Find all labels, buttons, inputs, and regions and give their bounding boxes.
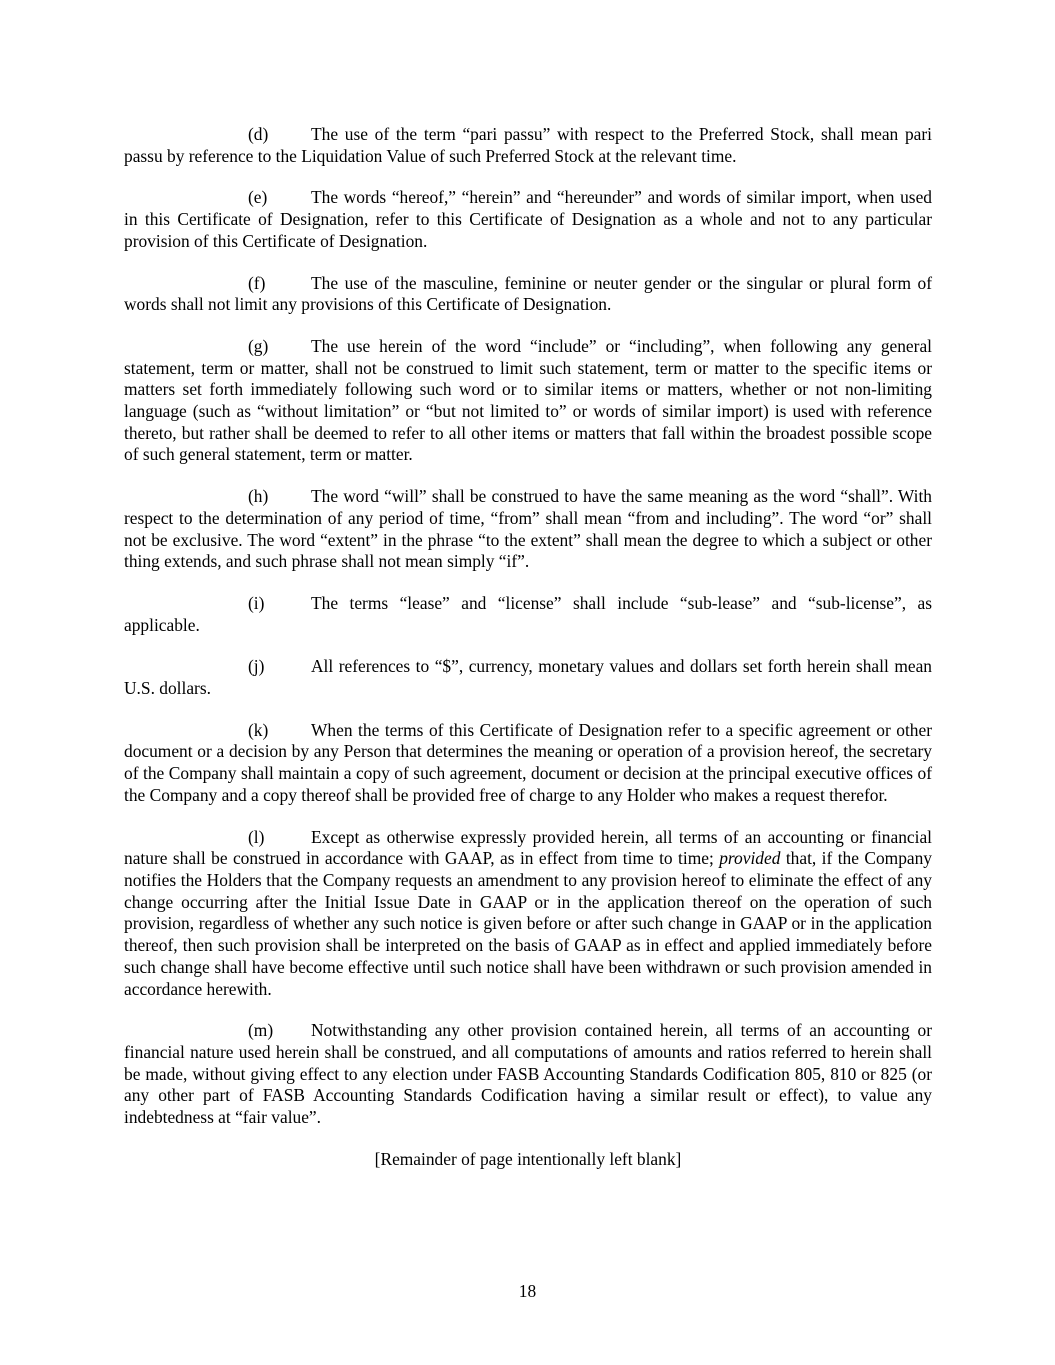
paragraph-text-before: Except as otherwise expressly provided herein, all terms of an accounting or financial nature shall be construed in accordance with GAAP, as in effect from time to time; [124,826,932,869]
paragraph-label: (e) [248,187,268,208]
paragraph-f [124,273,932,316]
paragraph-text: All references to “$”, currency, monetary values and dollars set forth herein shall mean U.S. dollars. [124,656,932,699]
paragraph-l [124,827,932,1001]
paragraph-text: The words “hereof,” “herein” and “hereunder” and words of similar import, when used in this Certificate of Designation, refer to this Certificate of Designation as a whole and not to any particular provision of this Certificate of Designation. [124,187,932,251]
paragraph-i [124,593,932,636]
paragraph-label: (l) [248,826,265,847]
paragraph-k [124,720,932,807]
paragraph-label: (j) [248,656,265,677]
paragraph-text: Notwithstanding any other provision contained herein, all terms of an accounting or financial nature used herein shall be construed, and all computations of amounts and ratios referred to herein shall be made, without giving effect to any election under FASB Accounting Standards Codification 805, 810 or 825 (or any other part of FASB Accounting Standards Codification having a similar result or effect), to value any indebtedness at “fair value”. [124,1020,932,1128]
paragraph-text-after: that, if the Company notifies the Holders that the Company requests an amendment to any provision hereof to eliminate the effect of any change occurring after the Initial Issue Date in GAAP or in the application thereof on the operation of such provision, regardless of whether any such notice is given before or after such change in GAAP or in the application thereof, then such provision shall be interpreted on the basis of GAAP as in effect and applied immediately before such change shall have become effective until such notice shall have been withdrawn or such provision amended in accordance herewith. [124,848,932,999]
paragraph-h [124,486,932,573]
paragraph-text: The terms “lease” and “license” shall include “sub-lease” and “sub-license”, as applicable. [124,592,932,635]
paragraph-label: (g) [248,335,269,356]
paragraph-text: The word “will” shall be construed to have the same meaning as the word “shall”. With respect to the determination of any period of time, “from” shall mean “from and including”. The word “or” shall not be exclusive. The word “extent” in the phrase “to the extent” shall mean the degree to which a subject or other thing extends, and such phrase shall not mean simply “if”. [124,486,932,572]
paragraph-label: (m) [248,1020,274,1041]
paragraph-label: (k) [248,719,269,740]
paragraph-italic-term: provided [719,848,781,869]
paragraph-text: The use herein of the word “include” or “including”, when following any general statement, term or matter, shall not be construed to limit such statement, term or matter to the specific items or matters set forth immediately following such word or to similar items or matters, whether or not non-limiting language (such as “without limitation” or “but not limited to” or words of similar import) is used with reference thereto, but rather shall be deemed to refer to all other items or matters that fall within the broadest possible scope of such general statement, term or matter. [124,335,932,465]
document-page [124,124,932,1170]
paragraph-e [124,187,932,252]
paragraph-d [124,124,932,167]
paragraph-text: The use of the masculine, feminine or neuter gender or the singular or plural form of words shall not limit any provisions of this Certificate of Designation. [124,272,932,315]
paragraph-label: (h) [248,486,269,507]
paragraph-j [124,656,932,699]
paragraph-text: When the terms of this Certificate of Designation refer to a specific agreement or other document or a decision by any Person that determines the meaning or operation of a provision hereof, the secretary of the Company shall maintain a copy of such agreement, document or decision at the principal executive offices of the Company and a copy thereof shall be provided free of charge to any Holder who makes a request therefor. [124,719,932,805]
paragraph-label: (d) [248,124,269,144]
paragraph-label: (i) [248,592,265,613]
page-number: 18 [518,1281,537,1301]
paragraph-m [124,1020,932,1129]
paragraph-text: The use of the term “pari passu” with respect to the Preferred Stock, shall mean pari passu by reference to the Liquidation Value of such Preferred Stock at the relevant time. [124,124,932,166]
paragraph-g [124,336,932,466]
closing-note: [Remainder of page intentionally left blank] [374,1148,682,1169]
paragraph-label: (f) [248,272,266,293]
